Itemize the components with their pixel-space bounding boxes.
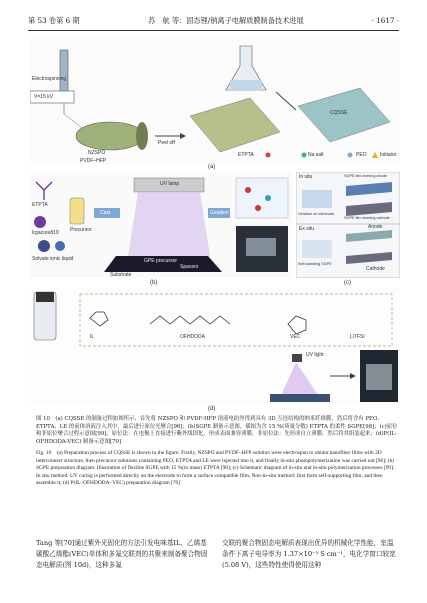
volume-issue: 第 53 卷第 6 期 [28,16,80,25]
panel-a-label: (a) [208,164,216,170]
ofhdoda-label: OFHDODA [180,334,205,340]
legend-etpta: ETPTA [238,152,254,158]
panel-c-label: (c) [344,280,351,286]
panel-a-illustration [30,36,400,164]
body-text-right: 交联的聚合物固态电解质表现出优异的机械化学性能，室温条件下离子电导率为 1.37×10⁻³ S cm⁻¹，电化学窗口较宽(5.08 V)，这些特性使得使用这种 [222,539,396,569]
running-header [28,14,399,28]
legend-initiator: Initiator [380,152,397,158]
figure-panel-d [30,288,400,404]
spacers-label: Spacers [180,264,199,270]
panel-d-illustration [30,288,400,404]
uv-lamp-label: UV lamp [160,181,180,187]
in-situ-label: In situ [299,174,313,180]
cast-label: Cast [100,210,111,216]
substrate-label: Substrate [110,272,132,278]
legend-na-salt: Na salt [308,152,324,158]
nzspo-label: NZSPO [88,150,106,156]
panel-d-label: (d) [208,406,216,412]
header-rule [28,30,399,31]
sgpe-anode-label: SGPE film-forming anode [344,174,388,178]
uv-light-label: UV light [306,352,324,358]
gpe-precursor-label: GPE precursor [144,258,178,264]
cqsse-label: CQSSE [330,110,348,116]
litfsi-label: LiTFSI [350,334,365,340]
body-text-left: Tang 等[70]通过紫外光固化的方法引发电咪基IL、乙烯基碳酸乙烯酯(VEC)单体和多氟交联剂的共聚来制备聚合物固态电解质(图 10d)，这种多氟 [36,539,208,569]
precursor-label: Precursor [70,227,92,233]
self-standing-label: Self-standing SGPE [298,262,332,266]
etpta-label: ETPTA [32,202,48,208]
figure-panel-a [30,36,400,164]
gelation-electrode-label: Gelation on electrode [298,212,335,216]
gelation-label: Gelation [210,210,229,216]
running-title: 苏 航 等：固态锂/钠离子电解质膜制备技术进展 [148,16,304,25]
peel-off-label: Peel off [158,140,175,146]
il-label: IL [90,334,95,340]
ex-situ-label: Ex situ [299,226,315,232]
electrospinning-label: Electrospinning [32,76,67,82]
voltage-label: V=15 kV [34,94,54,100]
anode-label: Anode [368,224,383,230]
panel-b-label: (b) [150,280,158,286]
irgacure-label: Irgacure819 [32,230,59,236]
legend-peo: PEO [356,152,367,158]
cathode-label: Cathode [366,266,385,272]
figure-caption-cn: 图 10 (a) CQSSE 的制备过程如图所示，首先将 NZSPO 和 PVDF-HFP 溶液电纺丝得到具有 3D 互连结构的纳米纤维膜，然后将含有 PEO、ETPTA、LE 的前体溶液注入其中，最后进行原位光聚合[96]；(b)SGPE 制备示意图，插图为含 15 %(质量分数) ETPTA 的柔性 SGPE[98]；(c)原位和非原位聚合过程示意图[99]，原位法：在电极上直接进行紫外线固化，形成表面兼容薄膜，非原位法：先形成自立薄膜，然后将其组装起来；(d)P(IL-OFHDODA-VEC) 制备示意图[70] [36,416,398,445]
figure-panel-c [296,172,400,278]
figure-caption-en: Fig. 10 (a) Preparation process of CQSSE is shown in the figure. Firstly, NZSPO and PVDF–HFP solution were electrospun to obtain nanofiber films with 3D interconnect structure, then precursor solutions containing PEO, ETPTA and LE were injected into it, and finally in-situ photopolymerization was carried out [96]; (b) SGPE preparation diagram. Illustration of flexible SGPE with 15 %(in mass) ETPTA [98]; (c) Schematic diagram of in-situ and in-situ polymerization processes [99]. In situ method: UV curing is performed directly on the electrode to form a surface compatible film, Non-in-situ method: first form self-supporting film, and then assemble it; (d) P(IL–OFHDODA–VEC) preparation diagram [70] [36,450,395,487]
page-number: · 1617 · [371,16,399,25]
sgpe-cathode-label: SGPE film-forming cathode [344,216,391,220]
figure-panel-b [30,172,292,278]
pvdf-label: PVDF–HFP [80,158,107,164]
solvate-label: Solvate ionic liquid [32,256,74,262]
vec-label: VEC [290,334,301,340]
